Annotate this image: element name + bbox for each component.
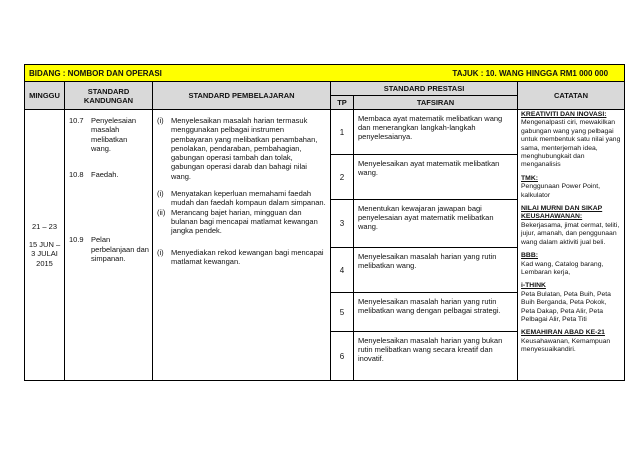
header-row-1 [25, 82, 625, 96]
tp-cell: 1 [331, 110, 354, 155]
tp-cell: 4 [331, 248, 354, 293]
catatan-nilai [521, 205, 621, 247]
tafsiran-cell: Menyelesaikan masalah harian yang bukan rutin melibatkan wang secara kreatif dan inovatif. [354, 332, 518, 381]
bidang-label: BIDANG : NOMBOR DAN OPERASI [29, 68, 162, 78]
catatan-bbb [521, 252, 621, 277]
abad-heading: KEMAHIRAN ABAD KE-21 [521, 329, 605, 337]
minggu-date-2: 3 JULAI [31, 249, 58, 258]
header-standard-pembelajaran: STANDARD PEMBELAJARAN [153, 82, 331, 110]
sp-text: Menyelesaikan masalah harian termasuk menggunakan pelbagai instrumen pembayaran yang melibatkan penambahan, penolakan, pendaraban, pembahagian, gabungan operasi tambah dan tolak, gabungan operasi darab dan bahagi nilai wang. [171, 116, 318, 181]
tafsiran-cell: Membaca ayat matematik melibatkan wang dan menerangkan langkah-langkah penyelesaianya. [354, 110, 518, 155]
sk-item [69, 235, 149, 263]
sp-num: (ii) [157, 207, 166, 217]
tafsiran-cell: Menentukan kewajaran jawapan bagi penyelesaian ayat matematik melibatkan wang. [354, 200, 518, 248]
sk-num: 10.8 [69, 170, 84, 180]
catatan-abad [521, 329, 621, 354]
sk-text: Penyelesaian masalah melibatkan wang. [91, 116, 137, 153]
bbb-heading: BBB: [521, 252, 538, 260]
header-tp: TP [331, 96, 354, 110]
tafsiran-cell: Menyelesaikan masalah harian yang rutin melibatkan wang dengan pelbagai strategi. [354, 293, 518, 332]
catatan-ithink [521, 282, 621, 324]
sk-item [69, 116, 149, 153]
sp-num: (i) [157, 247, 164, 257]
tafsiran-cell: Menyelesaikan ayat matematik melibatkan wang. [354, 155, 518, 200]
minggu-cell [25, 110, 65, 381]
kreativiti-heading: KREATIVITI DAN INOVASI: [521, 111, 607, 118]
minggu-weeks: 21 – 23 [31, 222, 58, 231]
catatan-kreativiti [521, 111, 621, 170]
sp-text: Menyediakan rekod kewangan bagi mencapai matlamat kewangan. [171, 247, 324, 266]
sp-item [157, 189, 327, 208]
header-minggu: MINGGU [25, 82, 65, 110]
header-catatan: CATATAN [518, 82, 625, 110]
sk-num: 10.7 [69, 116, 84, 125]
tp-cell: 3 [331, 200, 354, 248]
tmk-heading: TMK: [521, 174, 538, 182]
nilai-text: Bekerjasama, jimat cermat, teliti, jujur, amanah, dan penggunaan wang dalam aktiviti jual beli. [521, 221, 620, 246]
ithink-text: Peta Bulatan, Peta Buih, Peta Buih Berganda, Peta Pokok, Peta Dakap, Peta Alir, Peta Pelbagai Alir, Peta Titi [521, 290, 611, 323]
header-tafsiran: TAFSIRAN [354, 96, 518, 110]
minggu-year: 2015 [36, 258, 53, 268]
tp-cell: 5 [331, 293, 354, 332]
title-bar-cell [25, 65, 625, 82]
abad-text: Keusahawanan, Kemampuan menyesuaikandiri. [521, 337, 611, 354]
tajuk-label: TAJUK : 10. WANG HINGGA RM1 000 000 [452, 68, 609, 78]
catatan-cell [518, 110, 625, 381]
tp-cell: 6 [331, 332, 354, 381]
sk-text: Pelan perbelanjaan dan simpanan. [91, 235, 149, 264]
header-standard-prestasi: STANDARD PRESTASI [331, 82, 518, 96]
ithink-heading: i-THINK [521, 282, 546, 290]
sp-item [157, 208, 327, 236]
sk-num: 10.9 [69, 235, 84, 245]
nilai-heading: NILAI MURNI DAN SIKAP KEUSAHAWANAN: [521, 205, 603, 221]
tmk-text: Penggunaan Power Point, kalkulator [521, 183, 600, 199]
tp-cell: 2 [331, 155, 354, 200]
rpt-table [24, 64, 625, 381]
sp-text: Menyatakan keperluan memahami faedah mudah dan faedah kompaun dalam simpanan. [171, 189, 326, 208]
bbb-text: Kad wang, Catalog barang, Lembaran kerja, [521, 260, 604, 276]
sp-num: (i) [157, 189, 164, 199]
minggu-date-1: 15 JUN – [28, 239, 61, 249]
standard-kandungan-cell [65, 110, 153, 381]
sk-text: Faedah. [91, 170, 119, 180]
sp-text: Merancang bajet harian, mingguan dan bulanan bagi mencapai matlamat kewangan jangka pendek. [171, 207, 318, 236]
header-standard-kandungan: STANDARD KANDUNGAN [65, 82, 153, 110]
content-row-1 [25, 110, 625, 155]
kreativiti-text: Mengenalpasti ciri, mewakilkan gabungan wang yang pelbagai untuk membentuk satu nilai yang sama, menterjemah idea, menghubungkait dan menganalisis [521, 119, 621, 169]
title-bar [25, 65, 625, 82]
sp-item [157, 116, 327, 181]
standard-pembelajaran-cell [153, 110, 331, 381]
sp-num: (i) [157, 116, 164, 125]
sk-item [69, 170, 149, 179]
sp-item [157, 248, 327, 267]
tafsiran-cell: Menyelesaikan masalah harian yang rutin melibatkan wang. [354, 248, 518, 293]
catatan-tmk [521, 175, 621, 200]
